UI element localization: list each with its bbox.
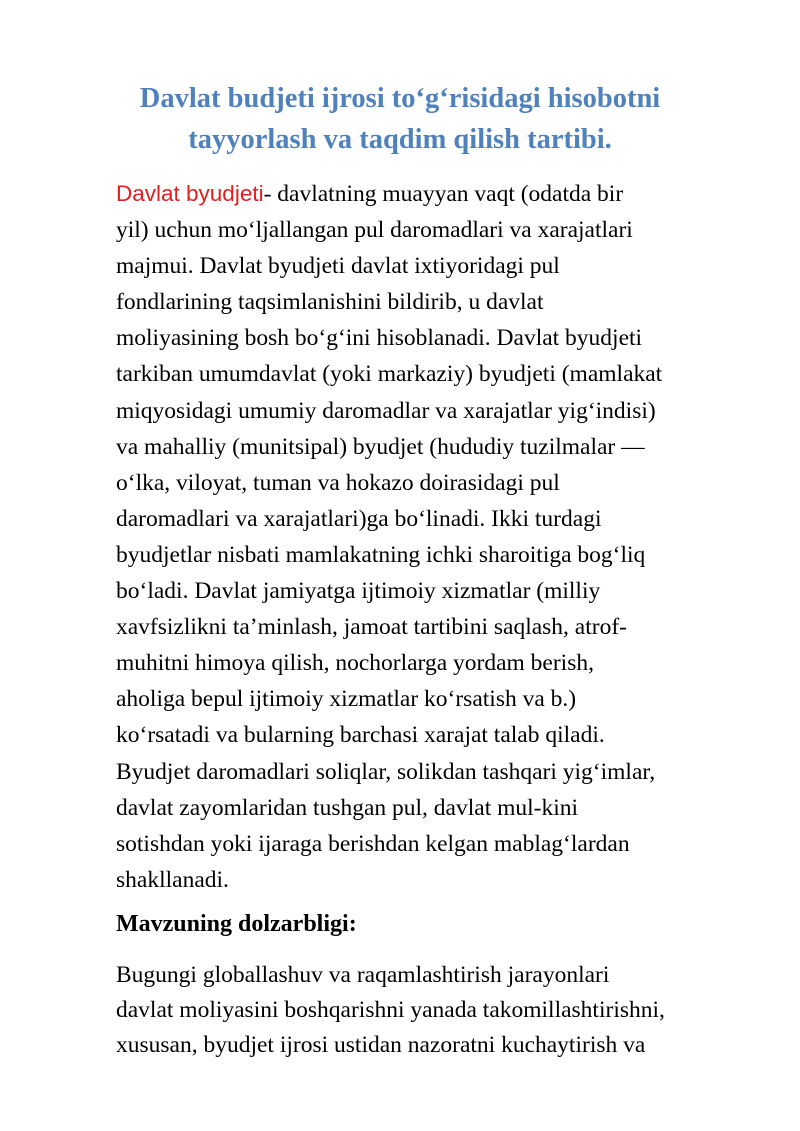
paragraph-line: ko‘rsatadi va bularning barchasi xarajat talab qiladi.	[116, 722, 605, 749]
paragraph-line: Bugungi globallashuv va raqamlashtirish jarayonlari	[116, 962, 610, 988]
highlighted-term: Davlat byudjeti	[116, 181, 264, 206]
title-line-1: Davlat budjeti ijrosi to‘g‘risidagi hisobotni	[139, 83, 661, 114]
document-title	[80, 78, 720, 160]
paragraph-line: va mahalliy (munitsipal) byudjet (hududiy tuzilmalar —	[116, 433, 645, 460]
paragraph-line: majmui. Davlat byudjeti davlat ixtiyoridagi pul	[116, 253, 560, 280]
section-heading: Mavzuning dolzarbligi:	[116, 911, 357, 937]
paragraph-line: bo‘ladi. Davlat jamiyatga ijtimoiy xizmatlar (milliy	[116, 578, 601, 605]
paragraph-line: xavfsizlikni ta’minlash, jamoat tartibini saqlash, atrof-	[116, 614, 627, 641]
title-line-2: tayyorlash va taqdim qilish tartibi.	[188, 124, 612, 155]
paragraph-line: yil) uchun mo‘ljallangan pul daromadlari va xarajatlari	[116, 217, 633, 244]
paragraph-line: tarkiban umumdavlat (yoki markaziy) byudjeti (mamlakat	[116, 361, 663, 388]
paragraph-line: davlat moliyasini boshqarishni yanada takomillashtirishni,	[116, 997, 665, 1023]
relevance-paragraph	[116, 958, 756, 1063]
paragraph-line: Byudjet daromadlari soliqlar, solikdan tashqari yig‘imlar,	[116, 758, 656, 785]
paragraph-line: fondlarining taqsimlanishini bildirib, u davlat	[116, 289, 544, 316]
paragraph-line: xususan, byudjet ijrosi ustidan nazoratni kuchaytirish va	[116, 1032, 646, 1058]
paragraph-line: byudjetlar nisbati mamlakatning ichki sharoitiga bog‘liq	[116, 541, 646, 568]
paragraph-line: shakllanadi.	[116, 866, 229, 893]
definition-paragraph	[116, 176, 756, 898]
paragraph-line: sotishdan yoki ijaraga berishdan kelgan mablag‘lardan	[116, 830, 630, 857]
paragraph-line: daromadlari va xarajatlari)ga bo‘linadi. Ikki turdagi	[116, 505, 602, 532]
paragraph-line: moliyasining bosh bo‘g‘ini hisoblanadi. Davlat byudjeti	[116, 325, 643, 352]
paragraph-line: davlat zayomlaridan tushgan pul, davlat mul-kini	[116, 794, 579, 821]
paragraph-line: o‘lka, viloyat, tuman va hokazo doirasidagi pul	[116, 469, 560, 496]
paragraph-line: - davlatning muayyan vaqt (odatda bir	[263, 181, 624, 207]
paragraph-line: miqyosidagi umumiy daromadlar va xarajatlar yig‘indisi)	[116, 397, 656, 424]
paragraph-line: aholiga bepul ijtimoiy xizmatlar ko‘rsatish va b.)	[116, 686, 577, 713]
paragraph-line: muhitni himoya qilish, nochorlarga yordam berish,	[116, 650, 594, 677]
